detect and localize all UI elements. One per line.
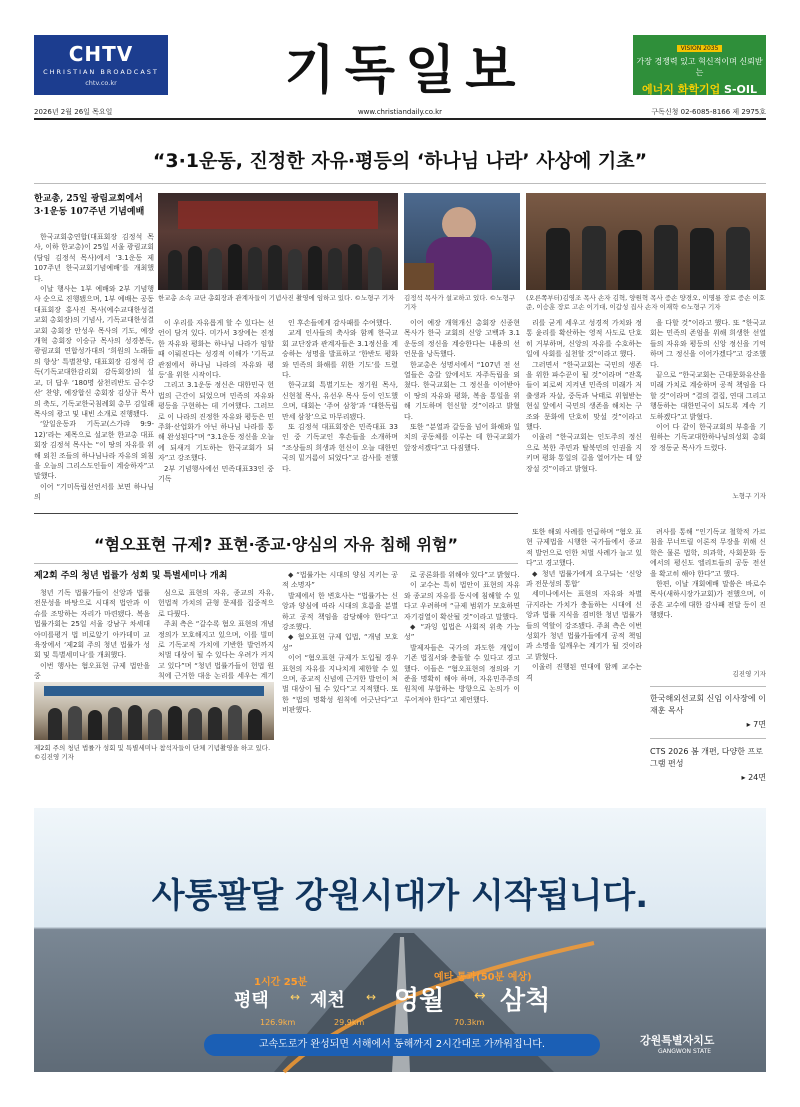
person [308,246,322,290]
person [654,225,678,290]
article1-byline: 노형구 기자 [732,492,766,500]
article1-column-2 [158,318,274,502]
teaser-text: 한국해외선교회 신임 이사장에 이재훈 목사 [650,694,766,715]
person [128,705,142,740]
article1-photo-descendants-caption: (오른쪽부터)김영조 목사 손자 김혁, 양원혁 목사 증손 양경오, 이명룡 장로 증손 이호준, 이승훈 장로 고손 이기대, 이갑성 집사 손자 이재학 ©노형구 기자 [526,294,766,311]
paragraph: 이 우리를 자유롭게 할 수 있다는 선언이 담겨 있다. 미가서 3장에는 진정한 자유와 평화는 하나님 나라가 임할 때 이뤄진다는 성경적 이해가 ‘기독교 관점에서 하나님 나라의 자유와 평등’을 위한 시작이다. [158,319,274,380]
arrow-icon: ↔ [474,988,486,1004]
person [48,708,62,740]
subscription-info: 구독신청 02-6085-8166 제 2975호 [651,108,766,116]
person [288,249,302,290]
ad-brand: 강원특별자치도 [640,1034,715,1047]
paragraph: 리를 굳게 세우고 성경적 가치와 정통 윤리를 확산하는 영적 사도로 단호히 거부하며, 신앙의 자유를 수호하는 일에 사회를 실천할 것”이라고 했다. [526,319,642,359]
ad-time-1: 1시간 25분 [254,977,308,988]
article1-column-4 [404,318,520,502]
person [208,707,222,740]
chtv-title: CHTV [68,42,134,66]
article1-subhead [34,193,154,219]
newspaper-logo: 기독일보 [284,41,526,101]
person [88,710,102,740]
person [726,227,750,290]
paragraph: 려사를 통해 “인기독교 철학적 가르침을 무너뜨릴 이론적 무장을 위해 신학은 물론 법학, 의과학, 사회문화 등에서의 평신도 엘리트들의 공동 전선을 확고히 해야 한다”고 했다. [650,528,766,578]
teaser-item[interactable] [650,693,766,731]
section-divider [34,513,518,514]
person [582,226,606,290]
ad-city: 평택 [234,990,269,1011]
article1-column-3 [282,318,398,502]
ad-distance: 29.9km [334,1018,365,1027]
article2-column-6 [650,527,766,667]
ad-headline [34,868,766,917]
paragraph: 한편, 이날 개회예배 말씀은 바로수 목사(새하시장가교회)가 전했으며, 이종흔 교수에 대한 감사패 전달 등이 진행됐다. [650,580,766,620]
teaser-page-number: 24면 [748,773,766,782]
event-banner [44,686,264,696]
article1-column-5 [526,318,642,502]
teaser-rule [650,686,766,687]
paragraph: 한교총은 성명서에서 “107년 전 선열들은 총칼 앞에서도 자주독립을 외쳤다. 한국교회는 그 정신을 이어받아 이 땅의 자유와 평화, 복음 통일을 위해 기도하며 헌신할 것”이라고 밝혔다. [404,360,520,421]
gangwon-highway-ad[interactable] [34,808,766,1072]
chtv-ad-banner[interactable] [34,35,168,95]
issue-date: 2026년 2월 26일 목요일 [34,108,113,116]
article1-headline[interactable]: “3·1운동, 진정한 자유·평등의 ‘하나님 나라’ 사상에 기초” [152,150,648,172]
paragraph: 을 다할 것”이라고 했다. 또 “한국교회는 민족의 존엄을 위해 희생한 선열들의 자유와 평등의 신앙 정신을 기억하며 그 정신을 이어가겠다”고 강조했다. [650,319,766,369]
article2-subhead: 제2회 주의 청년 법률가 성회 및 특별세미나 개최 [34,571,228,581]
teaser-item[interactable] [650,746,766,784]
article2-photo-caption: 제2회 주의 청년 법률가 성회 및 특별세미나 참석자들이 단체 기념촬영을 하고 있다. ©김진영 기자 [34,744,271,761]
person [268,245,282,290]
preacher-robe [426,237,492,290]
article1-subhead-line2: 3·1운동 107주년 기념예배 [34,207,145,217]
person [168,250,182,290]
paragraph: 또한 “분열과 갈등을 넘어 화해와 일치의 공동체를 이루는 데 한국교회가 앞장서겠다”고 다짐했다. [404,423,520,452]
soil-brand [633,81,766,97]
teaser-page: ▸ 7면 [746,720,766,729]
soil-ad-banner[interactable] [633,35,766,95]
person [248,247,262,290]
article1-subhead-line1: 한교총, 25일 광림교회에서 [34,194,143,204]
paragraph: 세미나에서는 표현의 자유와 차별 규지라는 가치가 충돌하는 시대에 신앙과 법률 지식을 겸비한 청년 법률가들의 역할이 강조됐다. 주최 측은 이번 성회가 청년 법률가들에게 공적 책임과 소명을 일깨우는 계기가 될 것이라고 밝혔다. [526,590,642,661]
person [68,706,82,740]
ad-brand-sub: GANGWON STATE [658,1048,712,1055]
person [108,707,122,740]
person [188,246,202,290]
person [228,705,242,740]
paragraph: 한국교회총연합(대표회장 김정석 목사, 이하 한교총)이 25일 서울 광림교회(담임 김정석 목사)에서 ‘3.1운동 제107주년 한국교회기념예배’를 개최했다. [34,233,154,283]
arrow-icon: ↔ [366,990,377,1004]
paragraph: 이번 행사는 혐오표현 규제 법안을 중 [34,661,150,681]
article1-photo-descendants[interactable] [526,193,766,290]
paragraph: 그러면서 “한국교회는 국민의 생존을 위한 파수꾼이 될 것”이라며 “잔혹들이 피로써 지켜낸 민족의 미래가 저출생과 자살, 중독과 낙태로 위협받는 현실 앞에서 국민의 생존을 해치는 구조와 문화에 단호히 맞설 것”이라고 했다. [526,360,642,432]
article1-column-6 [650,318,766,490]
paragraph: 이날 행사는 1부 예배와 2부 기념행사 순으로 진행됐으며, 1부 예배는 공동대표회장 홍사진 목사(예수교대한성결교회 총회장)의 기념사, 기독교대한성결교회 총회장 안성우 목사의 기도, 예장개혁 총회장 이승규 목사의 성경봉독, 광림교회 연합성가대의 ‘희원의 노래들의 향상’ 특별찬양, 대표회장 김정석 감독(기독교대한감리회 감독회장)의 설교, 더 답우 ‘180명 삼천리반도 금수강산’ 찬양, 예장합신 총회장 김상규 목사의 축도, 기독교한국침례회 총무 김일래 목사의 광고 및 내빈 소개로 진행됐다. [34,285,154,418]
paragraph: 이울러 진행된 연대에 함께 교수는 격 [526,663,642,682]
person [208,248,222,290]
person [348,244,362,290]
ad-headline-part1: 사통팔달 강원시대 [151,876,427,916]
paragraph: 또한 해외 사례를 언급하며 “혐오 표현 규제법을 시행한 국가들에서 종교적 발언으로 인한 처벌 사례가 늘고 있다”고 경고했다. [526,528,642,568]
teaser-page: ▸ 24면 [741,773,766,782]
person [546,228,570,290]
paragraph: ‘앞일운동과 기독교(스가랴 9:9-12)’라는 제목으로 설교한 한교총 대표회장 김정석 목사는 “이 땅의 자유를 위해 외친 조들의 하나님나라 자유의 외침을 오늘의 그리스도인들이 계승하자”고 말했다. [34,420,154,481]
paragraph: 이어 예장 개혁개신 총회장 신종현 목사가 한국 교회의 신앙 고백과 3.1운동의 정신을 계승한다는 내용의 선언문을 낭독했다. [404,319,520,359]
article2-headline[interactable]: “혐오표현 규제? 표현·종교·양심의 자유 침해 위험” [94,535,458,554]
soil-slogan: 가장 경쟁력 있고 혁신적이며 신뢰받는 [636,57,763,77]
paragraph: 그리고 3.1운동 정신은 대한민국 헌법의 근간이 되었으며 민족의 자유와 평등을 구현하는 데 기여했다. 그러므로 이 나라의 진정한 자유와 평등은 민주화·산업화가 아닌 하나님 나라를 통해 완성된다”며 “3.1운동 정신을 오늘에 되새겨 기도하는 한국교회가 되자”고 강조했다. [158,381,274,463]
paragraph: 이어 “혐오표현 규제가 도입될 경우 표현의 자유를 지나치게 제한할 수 있으며, 종교적 신념에 근거한 발언이 처벌 대상이 될 수 있다”고 지적했다. 또한 “법의 명확성 원칙에 어긋난다”고 비판했다. [282,654,398,715]
paragraph: ◆ “과잉 입법은 사회적 위축 가능성” [404,623,520,642]
article1-photo-preacher-caption: 김정석 목사가 설교하고 있다. ©노형구 기자 [404,294,516,311]
paragraph: ◆ 청년 법률가에게 요구되는 ‘신앙과 전문성의 통합’ [526,569,642,589]
ad-distance: 126.9km [260,1018,296,1027]
paragraph: 2부 기념행사에선 민족대표33인 중 기독 [158,464,274,484]
paragraph: 청년 기독 법률가들이 신앙과 법률 전문성을 바탕으로 시대적 법안과 이슈를 조망하는 자리가 마련됐다. 복음법률가회는 25일 서울 강남구 차세대아미를평거 법 비로앞기 아카데미 교육장에서 ‘제2회 주의 청년 법률가 성회 및 특별세미나’를 개최했다. [34,589,150,660]
paragraph: 이어 다 같이 한국교회의 부흥을 기원하는 기독교대한하나님의성회 총회장 정동균 목사가 드렸다. [650,423,766,452]
paragraph: 주최 측은 “갈수록 혐오 표현의 개념 정의가 모호해지고 있으며, 이를 빌미로 기독교적 가치에 기반한 발언까지 처벌 대상이 될 수 있다는 우려가 커지고 있다”며 “청년 법률가들이 헌법 원칙에 근거한 대응 논리를 세우는 계기 [158,620,274,681]
chtv-url: chtv.co.kr [85,79,117,87]
paragraph: 이 교수는 특히 법안이 표현의 자유와 종교의 자유를 동시에 침해할 수 있다고 우려하며 “규제 범위가 모호하면 자기검열이 확산될 것”이라고 말했다. [404,581,520,621]
article1-rule [34,183,766,184]
dateline [34,106,766,120]
paragraph: 발제에서 한 변호사는 “법률가는 신앙과 양심에 따라 시대의 흐름을 분별하고 공적 책임을 감당해야 한다”고 강조했다. [282,591,398,632]
paragraph: 이어 “기미독립선언서를 보면 하나님의 [34,482,154,502]
article2-byline: 김진영 기자 [732,670,766,678]
paragraph: 심으로 표현의 자유, 종교의 자유, 헌법적 가치의 균형 문제를 집중적으로 다뤘다. [158,589,274,618]
person [328,248,342,290]
person [690,228,714,290]
ad-time-2: 예타 통과(50분 예상) [434,972,532,983]
article2-column-1 [34,588,150,681]
person [148,709,162,740]
paragraph: 발제자들은 국가의 과도한 개입이 기존 법질서와 충돌할 수 있다고 경고했다. 이들은 “혐오표현의 정의와 기준을 명확히 해야 하며, 자유민주주의 원칙에 부합하는 방향으로 논의가 이루어져야 한다”고 제언했다. [404,643,520,704]
person [618,230,642,290]
person [168,706,182,740]
arrow-icon: ↔ [290,990,301,1004]
paragraph: 교계 인사들의 축사와 함께 한국교회 교단장과 관계자들은 3.1정신을 계승하는 성명을 발표하고 ‘한반도 평화와 민족의 화해를 위한 기도’를 드렸다. [282,329,398,380]
article2-column-5 [526,527,642,791]
article1-photo-group-caption: 한교총 소속 교단 총회장과 관계자들이 기념사진 촬영에 임하고 있다. ©노형구 기자 [158,294,395,302]
ad-distance: 70.3km [454,1018,485,1027]
article1-column-1 [34,232,154,502]
soil-badge: VISION 2035 [677,45,723,52]
person [188,708,202,740]
article2-rule [34,563,518,564]
paragraph: ◆ “법률가는 시대의 양심 지키는 공적 소명자” [282,571,398,590]
article2-column-2 [158,588,274,681]
soil-logo-text: S-OIL [724,83,757,96]
paragraph: 로 공론화를 위해야 있다”고 밝혔다. [410,571,520,579]
article1-photo-group[interactable] [158,193,398,290]
article1-photo-preacher[interactable] [404,193,520,290]
teaser-page-number: 7면 [753,720,766,729]
article2-photo[interactable] [34,682,274,740]
teaser-text: CTS 2026 봄 개편, 다양한 프로그램 편성 [650,747,763,768]
paragraph: 한국교회 특별기도는 정기원 목사, 신현철 목사, 유선우 목사 등이 인도했으며, 대회는 ‘주여 삼창’과 ‘대한독립 만세 삼창’으로 마무리됐다. [282,381,398,421]
ad-city: 제천 [310,990,345,1011]
ad-bottom-banner: 고속도로가 완성되면 서해에서 동해까지 2시간대로 가까워집니다. [204,1034,600,1056]
pulpit [404,263,434,290]
paragraph: ◆ 혐오표현 규제 입법, “개념 모호성” [282,633,398,652]
chtv-subtitle: CHRISTIAN BROADCAST [43,68,159,76]
teaser-rule [650,738,766,739]
paragraph: 끝으로 “한국교회는 근대문화유산을 미래 가치로 계승하며 공적 책임을 다할 것”이라며 “결의 결집, 연대 그리고 행동하는 대한민국이 되도록 계속 기도하겠다”고 밝혔다. [650,371,766,421]
paragraph: 또 김정석 대표회장은 민족대표 33인 중 기독교인 후손들을 소개하며 “조상들의 희생과 헌신이 오늘 대한민국의 밑거름이 되었다”고 감사를 전했다. [282,423,398,473]
article2-column-4 [404,570,520,790]
person [248,709,262,740]
person [368,247,382,290]
soil-brand-text: 에너지 화학기업 [641,83,721,96]
paragraph: 이울러 “한국교회는 인도주의 정신으로 북한 주민과 탈북민의 인권을 지키며 평화 통일의 길을 열어가는 데 앞장설 것”이라고 밝혔다. [526,433,642,473]
site-url[interactable]: www.christiandaily.co.kr [357,108,443,116]
ad-city: 영월 [394,986,445,1016]
preacher-head [442,207,476,241]
article2-column-3 [282,570,398,790]
person [228,244,242,290]
paragraph: 인 후손들에게 감사패를 수여했다. [288,319,392,327]
ad-headline-part2: 가 시작됩니다. [426,876,649,916]
ad-city: 삼척 [500,986,551,1016]
stage-banner [178,201,378,229]
